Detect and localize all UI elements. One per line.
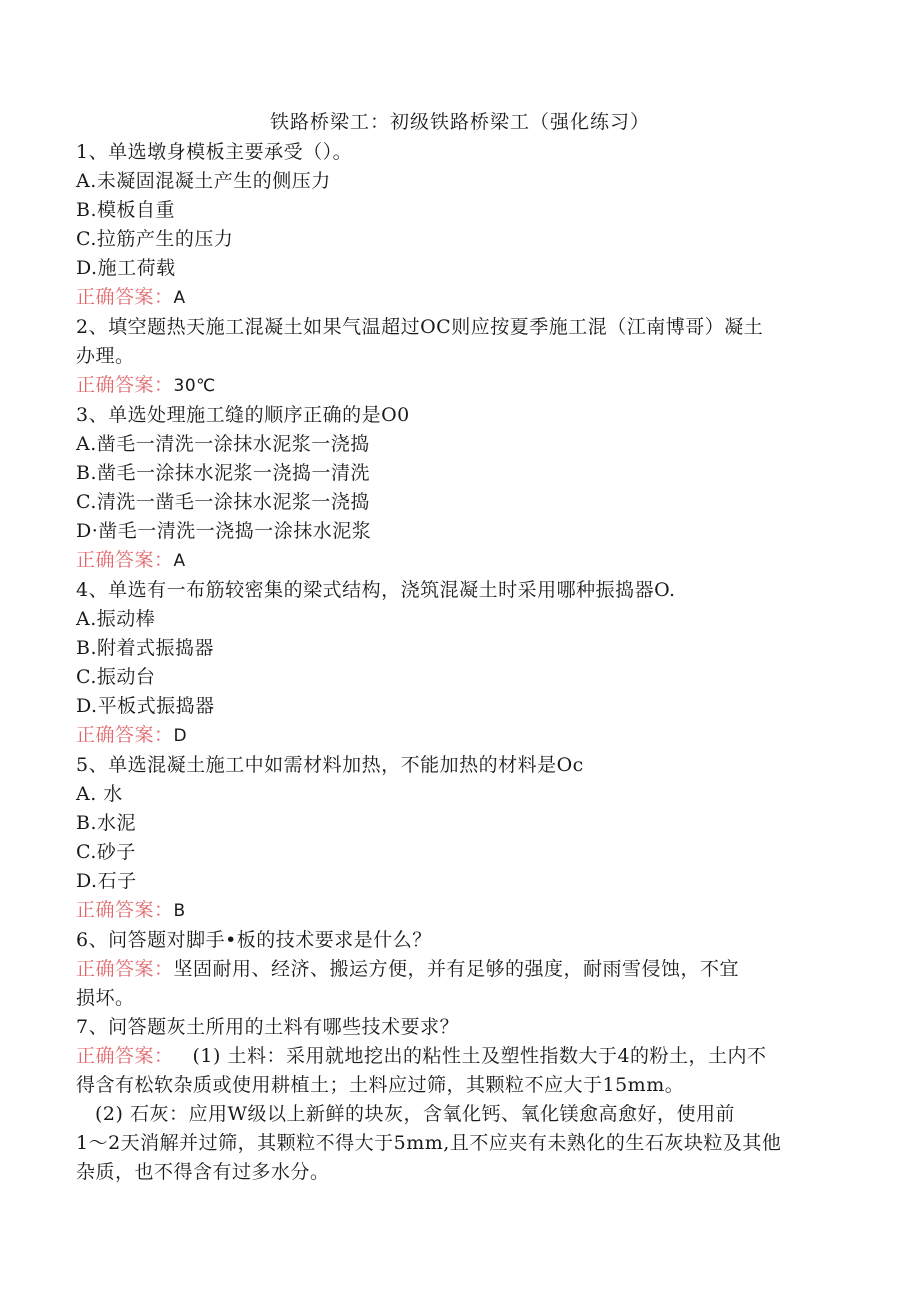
answer-label: 正确答案： — [76, 286, 174, 308]
answer-text: (1) 土料：采用就地挖出的粘性土及塑性指数大于4的粉土，土内不 — [192, 1045, 767, 1067]
question-4-option-c: C.振动台 — [76, 666, 156, 688]
question-1-option-d: D.施工荷载 — [76, 257, 176, 279]
question-3-option-d: D·凿毛一清洗一浇捣一涂抹水泥浆 — [76, 520, 372, 542]
question-3-text: 3、单选处理施工缝的顺序正确的是O0 — [76, 404, 410, 426]
question-1-option-a: A.未凝固混凝土产生的侧压力 — [76, 170, 331, 192]
question-3-option-a: A.凿毛一清洗一涂抹水泥浆一浇捣 — [76, 433, 370, 455]
question-5-option-a: A. 水 — [76, 783, 123, 805]
question-3-answer — [76, 546, 836, 576]
answer-label: 正确答案： — [76, 899, 174, 921]
answer-label: 正确答案： — [76, 374, 174, 396]
answer-value: 30℃ — [173, 376, 216, 396]
question-7-text: 7、问答题灰土所用的土料有哪些技术要求？ — [76, 1016, 460, 1038]
question-4-option-a: A.振动棒 — [76, 608, 156, 630]
question-1-option-c: C.拉筋产生的压力 — [76, 228, 234, 250]
question-7-answer-line-4: 1〜2天消解并过筛，其颗粒不得大于5mm,且不应夹有未熟化的生石灰块粒及其他 — [76, 1132, 782, 1154]
question-4-option-b: B.附着式振捣器 — [76, 637, 215, 659]
question-6-text: 6、问答题对脚手•板的技术要求是什么？ — [76, 929, 432, 951]
answer-value: D — [173, 726, 188, 746]
question-7-answer-line-1 — [76, 1042, 836, 1071]
question-4-answer — [76, 721, 836, 751]
question-5-option-c: C.砂子 — [76, 841, 136, 863]
answer-value: B — [173, 901, 186, 921]
question-6-answer-line-2: 损坏。 — [76, 987, 135, 1009]
answer-label: 正确答案： — [76, 724, 174, 746]
question-2-text-line-1: 2、填空题热天施工混凝土如果气温超过OC则应按夏季施工混（江南博哥）凝土 — [76, 316, 764, 338]
answer-value: A — [173, 551, 186, 571]
question-5-option-b: B.水泥 — [76, 812, 137, 834]
question-7-answer-line-3: (2) 石灰：应用W级以上新鲜的块灰，含氧化钙、氧化镁愈高愈好，使用前 — [95, 1103, 735, 1125]
question-3-option-b: B.凿毛一涂抹水泥浆一浇捣一清洗 — [76, 462, 371, 484]
question-5-option-d: D.石子 — [76, 870, 137, 892]
question-7-answer-line-5: 杂质，也不得含有过多水分。 — [76, 1161, 330, 1183]
answer-label: 正确答案： — [76, 549, 174, 571]
question-6-answer-line-1 — [76, 955, 836, 984]
question-3-option-c: C.清洗一凿毛一涂抹水泥浆一浇捣 — [76, 491, 370, 513]
question-2-text-line-2: 办理。 — [76, 345, 135, 367]
question-7-answer-line-2: 得含有松软杂质或使用耕植土；土料应过筛，其颗粒不应大于15mm。 — [76, 1074, 685, 1096]
question-1-answer — [76, 283, 836, 313]
question-4-option-d: D.平板式振捣器 — [76, 695, 215, 717]
page-title: 铁路桥梁工：初级铁路桥梁工（强化练习） — [269, 111, 650, 133]
question-2-answer — [76, 371, 836, 401]
question-1-text: 1、单选墩身模板主要承受（）。 — [76, 141, 353, 163]
answer-value: A — [173, 288, 186, 308]
question-5-text: 5、单选混凝土施工中如需材料加热，不能加热的材料是Oc — [76, 754, 584, 776]
question-list — [76, 138, 836, 1187]
answer-label: 正确答案： — [76, 1045, 174, 1067]
question-1-option-b: B.模板自重 — [76, 199, 176, 221]
answer-label: 正确答案： — [76, 958, 174, 980]
question-5-answer — [76, 896, 836, 926]
answer-text: 坚固耐用、经济、搬运方便，并有足够的强度，耐雨雪侵蚀，不宜 — [173, 958, 740, 980]
question-4-text: 4、单选有一布筋较密集的梁式结构，浇筑混凝土时采用哪种振捣器O. — [76, 579, 676, 601]
